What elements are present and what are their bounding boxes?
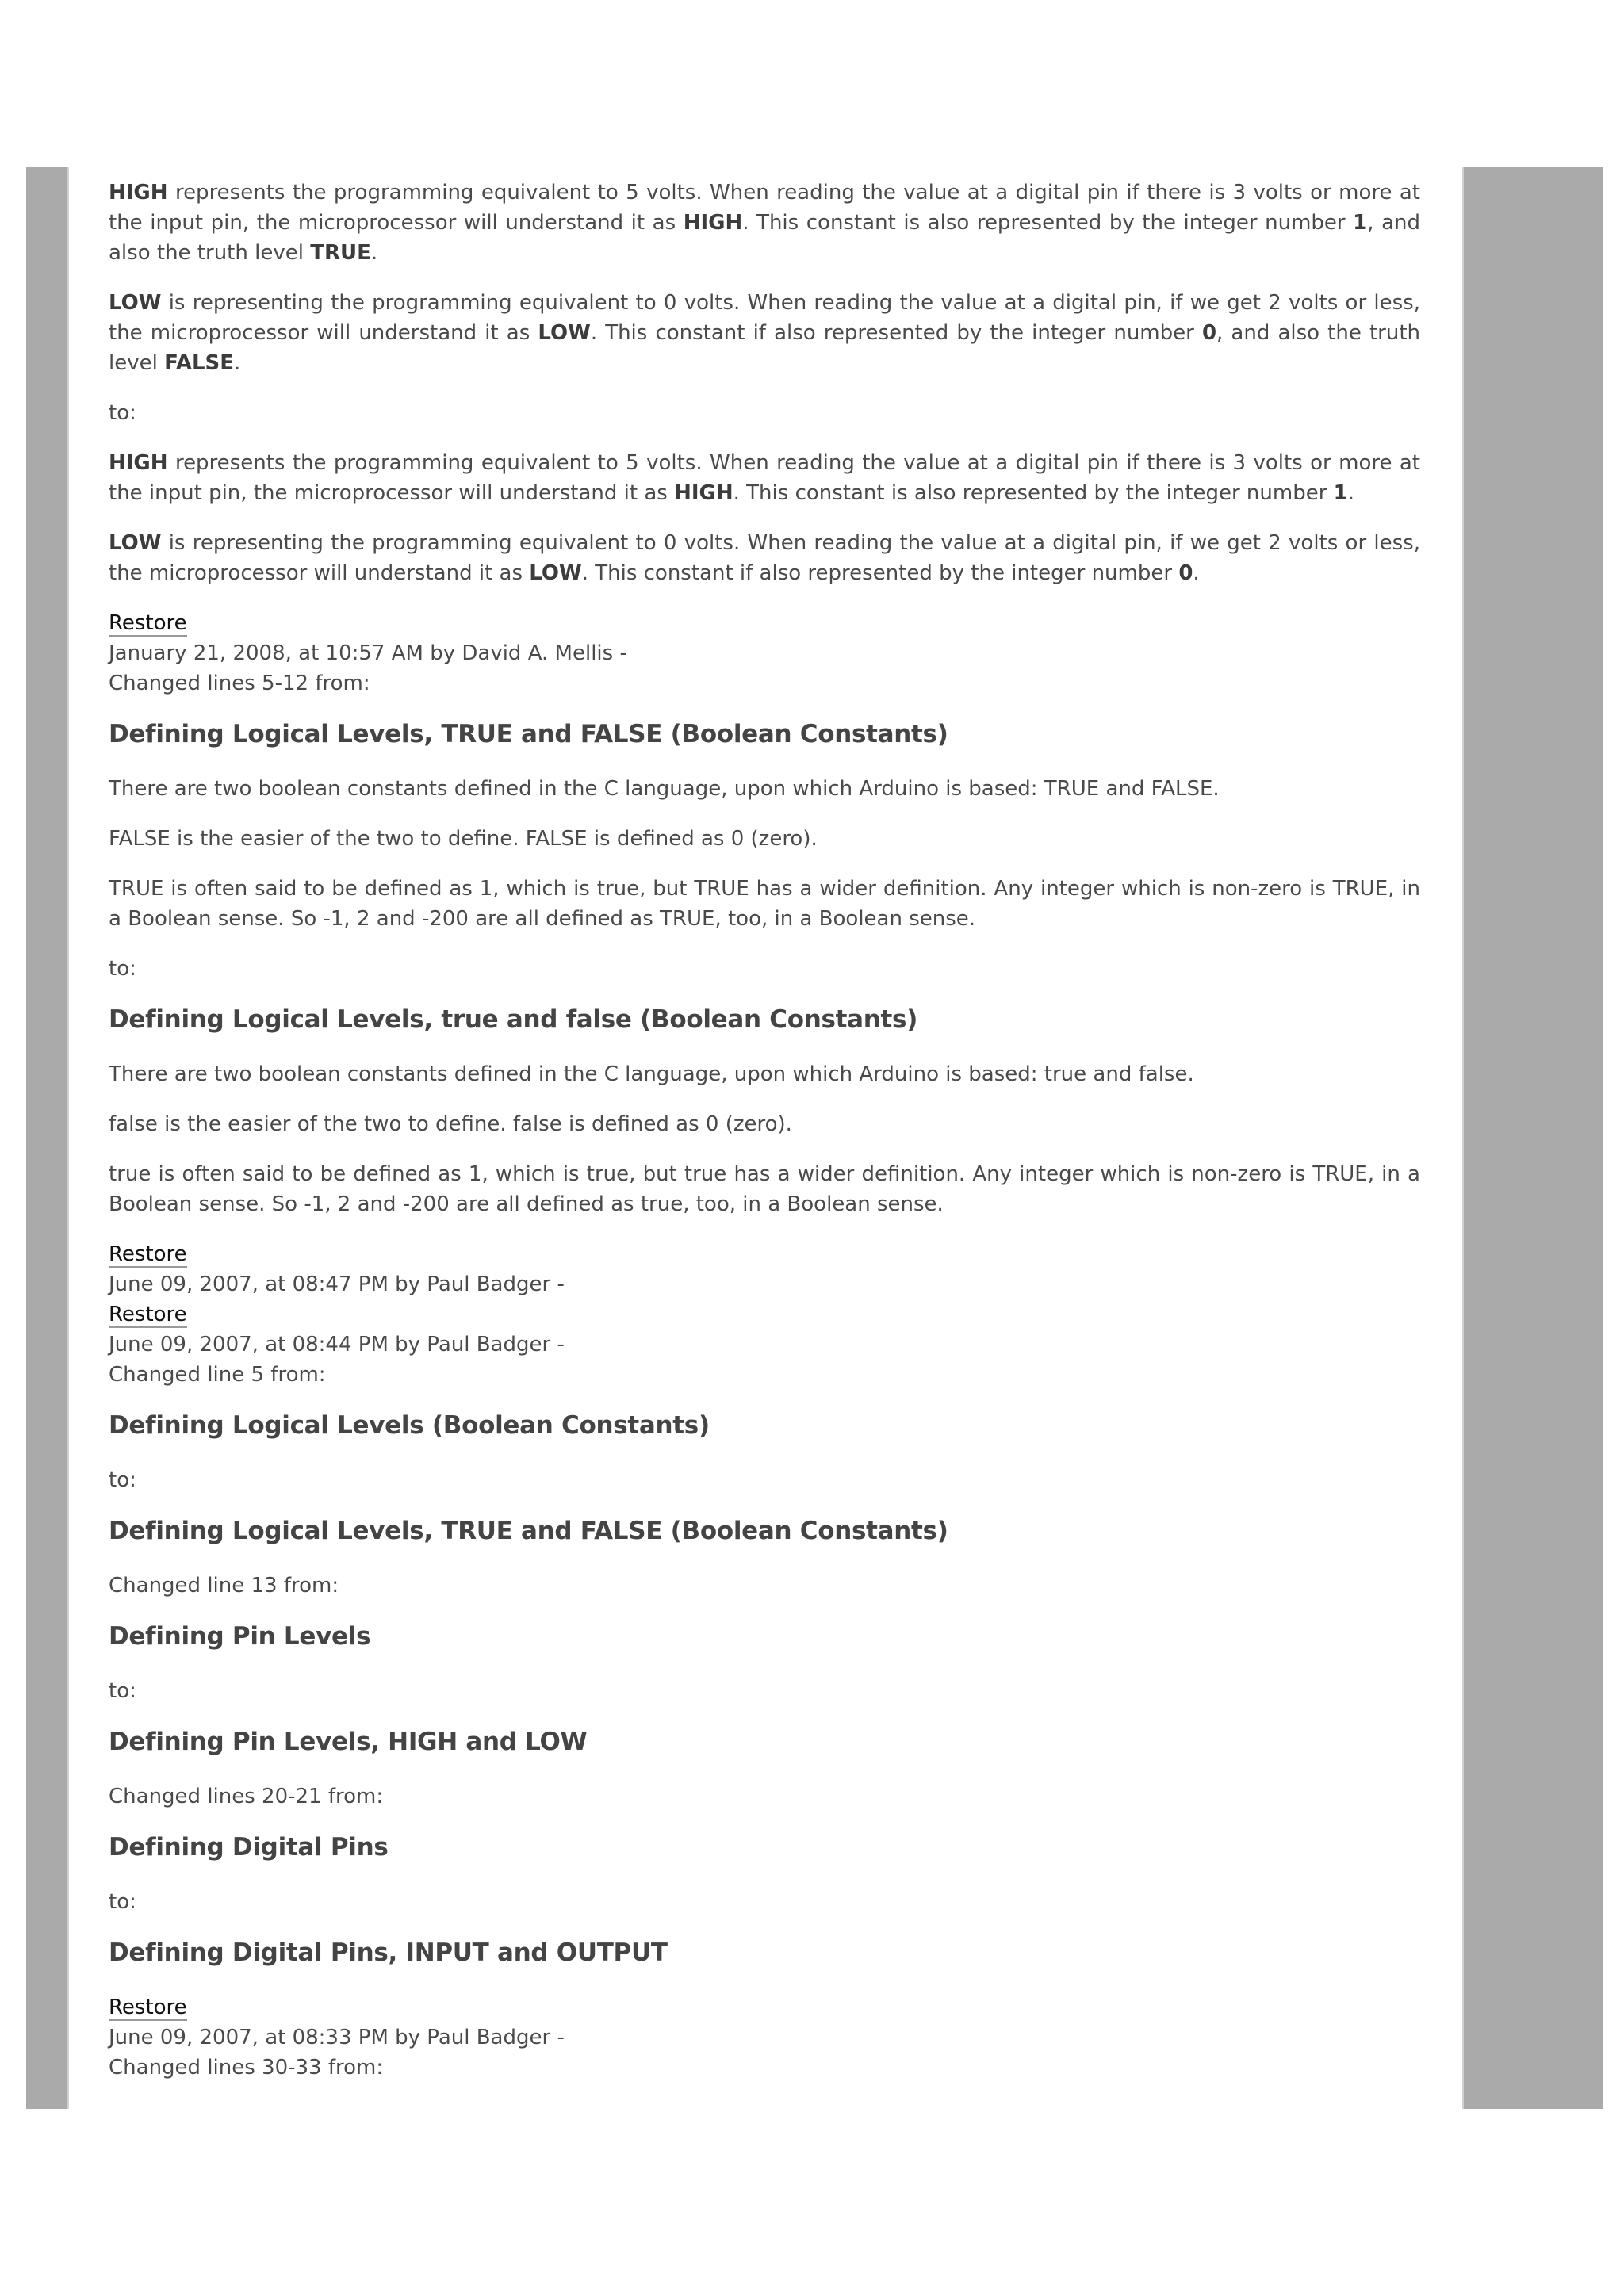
heading-to: Defining Logical Levels, true and false (Boolean Constants) [109, 1005, 918, 1034]
revision-entry [109, 1239, 1420, 1390]
restore-link[interactable]: Restore [109, 611, 187, 635]
text: . This constant if also represented by the integer number [581, 561, 1179, 585]
heading-from: Defining Pin Levels [109, 1622, 371, 1651]
left-sidebar [26, 167, 69, 2109]
heading-to: Defining Logical Levels, TRUE and FALSE (Boolean Constants) [109, 1517, 948, 1545]
keyword-one: 1 [1353, 211, 1368, 235]
keyword-high: HIGH [109, 451, 168, 475]
change-summary: Changed line 5 from: [109, 1363, 326, 1387]
change-summary: Changed lines 20-21 from: [109, 1785, 384, 1808]
change-summary: Changed line 13 from: [109, 1574, 339, 1598]
keyword-one: 1 [1333, 481, 1348, 505]
text: represents the programming equivalent to 5 volts. When reading the value at a digital pin if there is 3 volts or more at the input pin, the microprocessor will understand it as [109, 181, 1420, 235]
restore-link[interactable]: Restore [109, 1242, 187, 1266]
restore-link[interactable]: Restore [109, 1996, 187, 2019]
paragraph: TRUE is often said to be defined as 1, which is true, but TRUE has a wider definition. Any integer which is non-zero is TRUE, in a Boolean sense. So -1, 2 and -200 are all defined as TRUE, too, in a Boolean sense. [109, 877, 1420, 931]
keyword-zero: 0 [1178, 561, 1193, 585]
keyword-zero: 0 [1201, 321, 1217, 345]
keyword-low: LOW [538, 321, 591, 345]
text: . This constant is also represented by the integer number [742, 211, 1354, 235]
high-paragraph-new [109, 448, 1420, 508]
heading-from: Defining Digital Pins [109, 1833, 389, 1862]
change-summary: Changed lines 5-12 from: [109, 672, 370, 695]
paragraph: FALSE is the easier of the two to define. FALSE is defined as 0 (zero). [109, 827, 818, 851]
keyword-high: HIGH [683, 211, 743, 235]
keyword-high: HIGH [109, 181, 168, 205]
revision-entry [109, 608, 1420, 698]
to-label: to: [109, 401, 136, 425]
to-label: to: [109, 1890, 136, 1914]
page-content [109, 178, 1420, 2103]
to-label: to: [109, 1679, 136, 1703]
keyword-false: FALSE [164, 351, 235, 375]
text: . [370, 241, 378, 265]
right-sidebar [1462, 167, 1603, 2109]
heading-to: Defining Digital Pins, INPUT and OUTPUT [109, 1938, 668, 1967]
heading-to: Defining Pin Levels, HIGH and LOW [109, 1728, 588, 1756]
keyword-low: LOW [109, 531, 162, 555]
revision-meta: June 09, 2007, at 08:33 PM by Paul Badger - [109, 2026, 565, 2049]
restore-link[interactable]: Restore [109, 1303, 187, 1326]
change-summary: Changed lines 30-33 from: [109, 2056, 384, 2080]
low-paragraph-new [109, 528, 1420, 588]
paragraph: There are two boolean constants defined in the C language, upon which Arduino is based: TRUE and FALSE. [109, 777, 1220, 801]
text: . [1347, 481, 1355, 505]
text: is representing the programming equivalent to 0 volts. When reading the value at a digital pin, if we get 2 volts or less, the microprocessor will understand it as [109, 531, 1420, 585]
keyword-true: TRUE [310, 241, 371, 265]
keyword-low: LOW [109, 291, 162, 315]
paragraph: true is often said to be defined as 1, which is true, but true has a wider definition. Any integer which is non-zero is TRUE, in a Boolean sense. So -1, 2 and -200 are all defined as true, too, in a Boolean sense. [109, 1162, 1420, 1216]
keyword-high: HIGH [674, 481, 733, 505]
paragraph: false is the easier of the two to define. false is defined as 0 (zero). [109, 1112, 792, 1136]
keyword-low: LOW [529, 561, 582, 585]
text: , and also the truth level [109, 321, 1420, 375]
revision-meta: June 09, 2007, at 08:47 PM by Paul Badger - [109, 1272, 565, 1296]
heading-from: Defining Logical Levels (Boolean Constants) [109, 1411, 710, 1440]
to-label: to: [109, 957, 136, 981]
revision-entry [109, 1992, 1420, 2083]
text: represents the programming equivalent to 5 volts. When reading the value at a digital pin if there is 3 volts or more at the input pin, the microprocessor will understand it as [109, 451, 1420, 505]
low-paragraph-old [109, 288, 1420, 378]
text: . [234, 351, 241, 375]
revision-meta: June 09, 2007, at 08:44 PM by Paul Badger - [109, 1333, 565, 1357]
text: , and also the truth level [109, 211, 1420, 265]
heading-from: Defining Logical Levels, TRUE and FALSE (Boolean Constants) [109, 720, 948, 748]
revision-meta: January 21, 2008, at 10:57 AM by David A. Mellis - [109, 641, 627, 665]
text: is representing the programming equivalent to 0 volts. When reading the value at a digital pin, if we get 2 volts or less, the microprocessor will understand it as [109, 291, 1420, 345]
text: . This constant if also represented by the integer number [590, 321, 1202, 345]
to-label: to: [109, 1468, 136, 1492]
high-paragraph-old [109, 178, 1420, 268]
text: . This constant is also represented by the integer number [733, 481, 1334, 505]
text: . [1193, 561, 1200, 585]
paragraph: There are two boolean constants defined in the C language, upon which Arduino is based: true and false. [109, 1062, 1194, 1086]
